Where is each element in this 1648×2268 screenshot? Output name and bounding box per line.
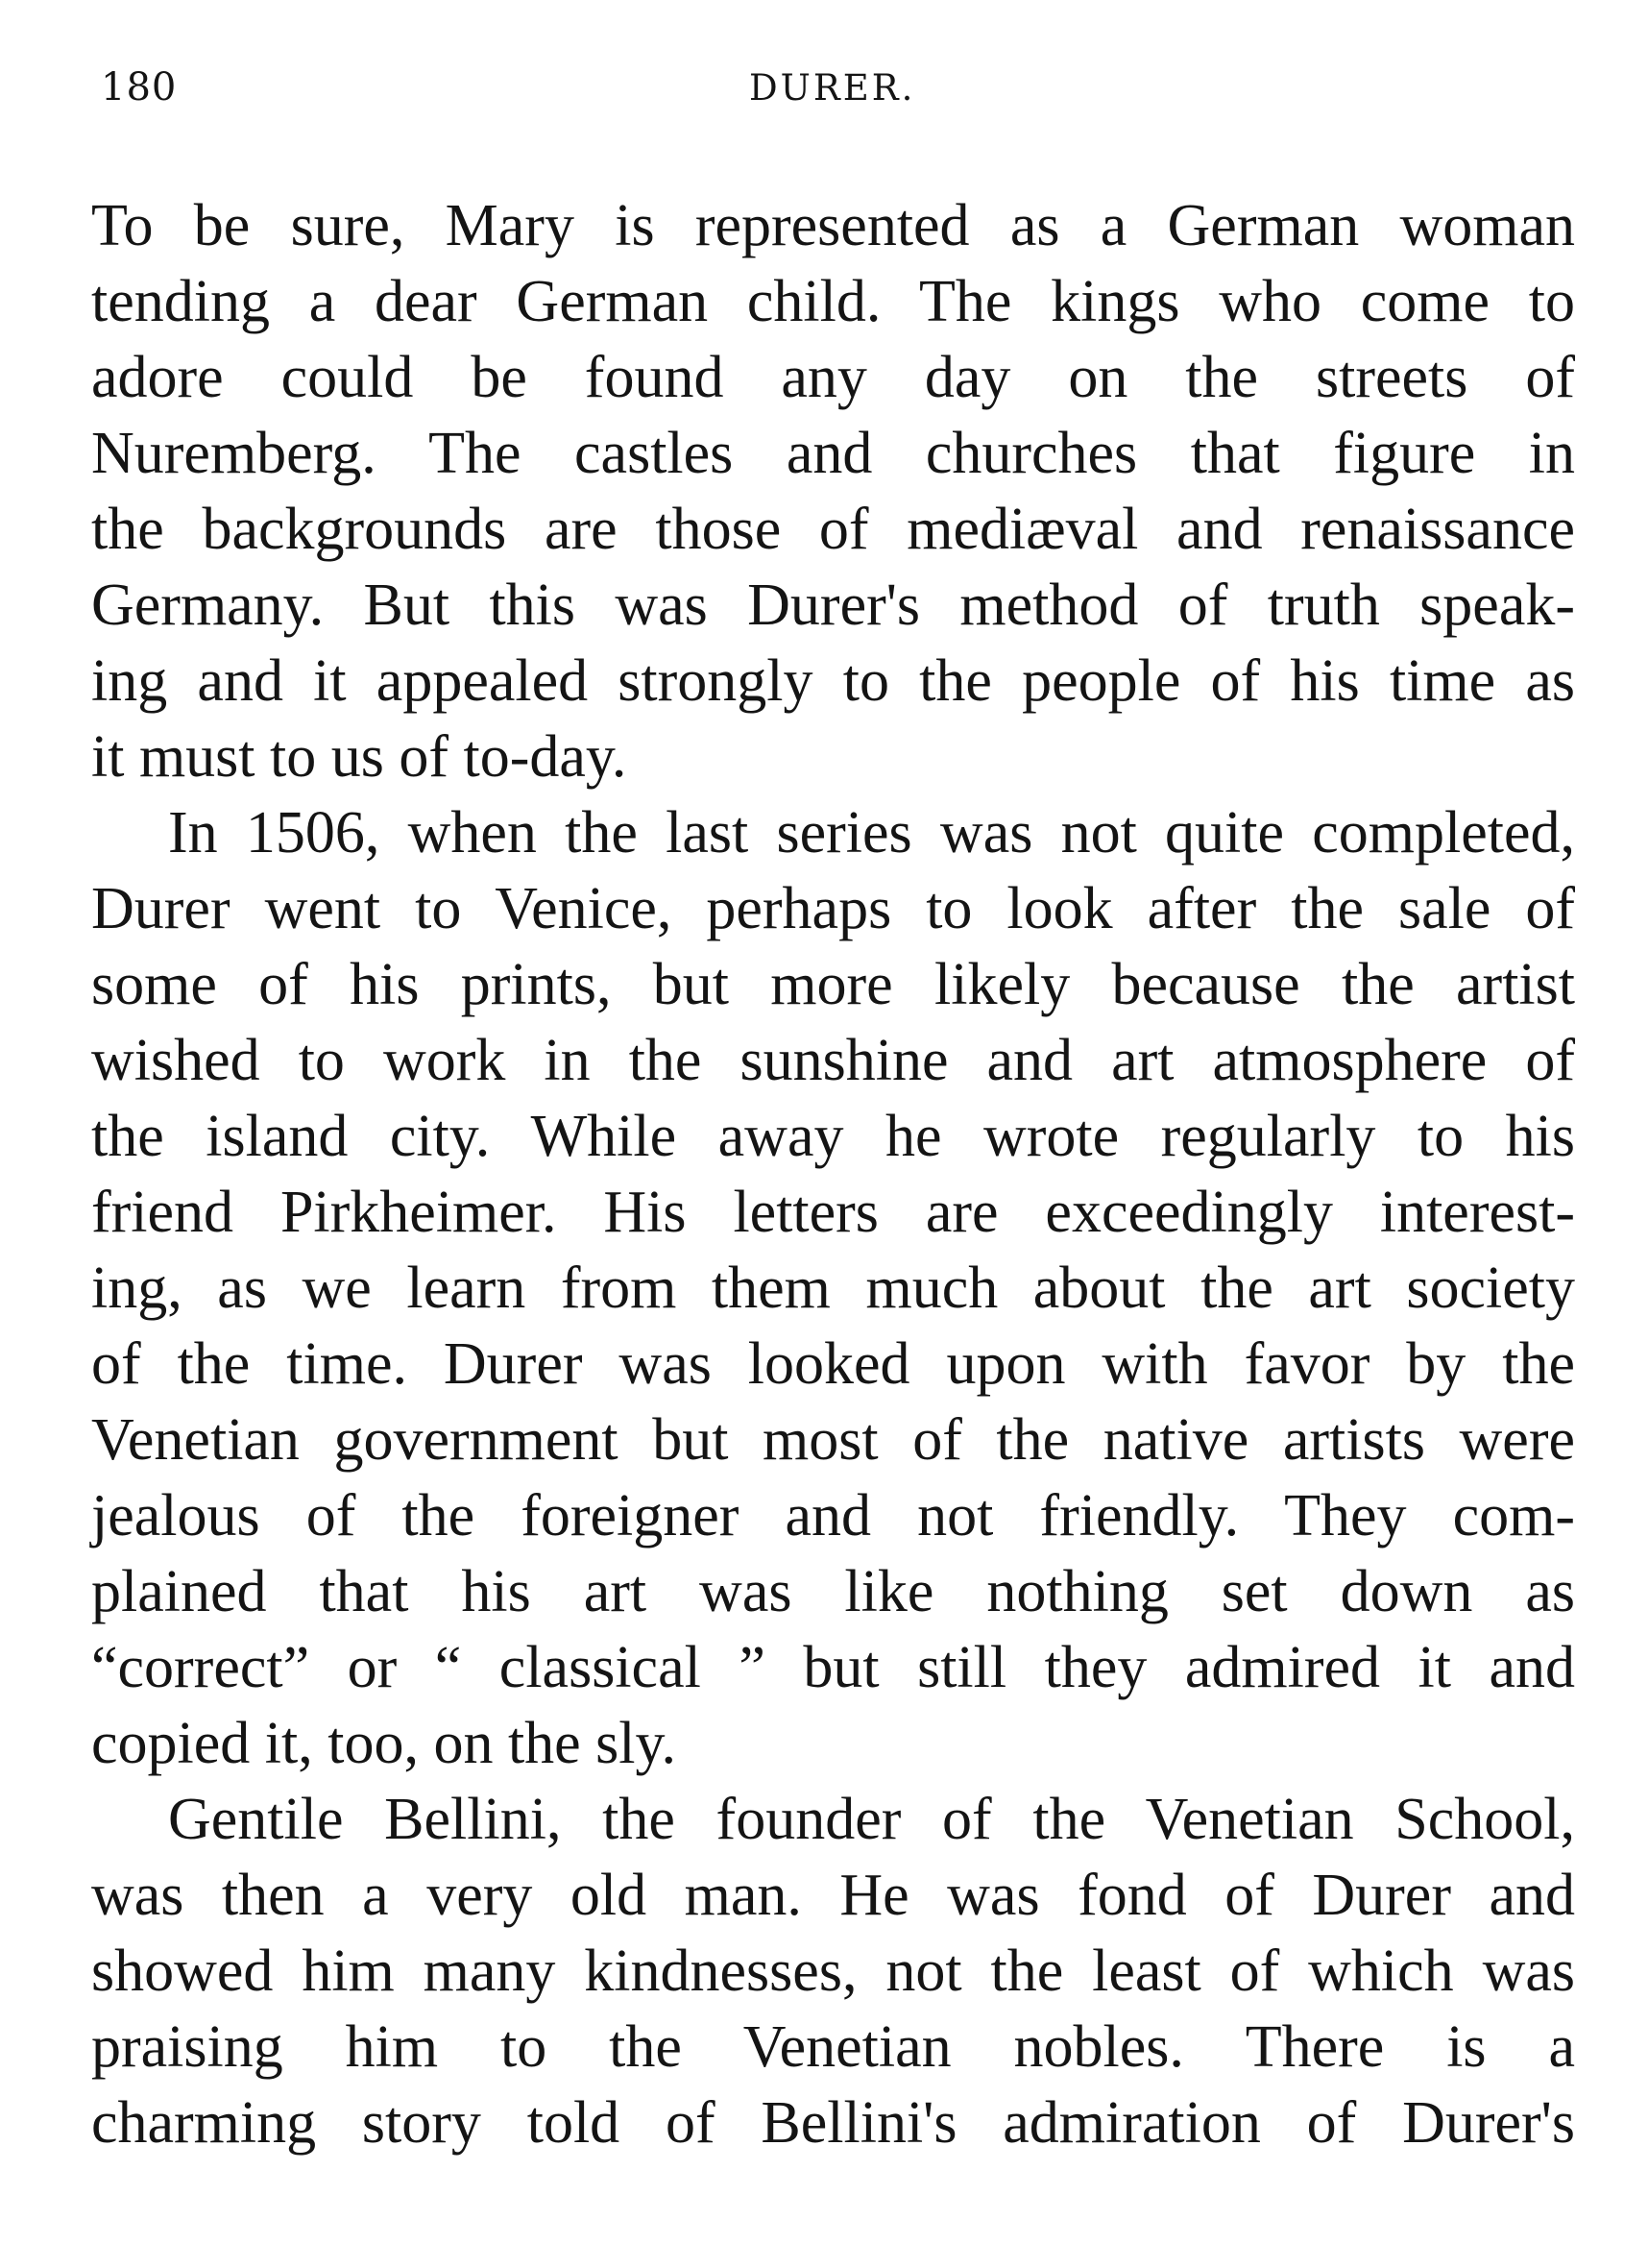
text-line: To be sure, Mary is represented as a German woman: [91, 193, 1575, 258]
paragraph-3: [91, 1782, 1575, 2161]
body-text: [91, 188, 1575, 2161]
text-line: the island city. While away he wrote regularly to his: [91, 1104, 1575, 1169]
text-line: of the time. Durer was looked upon with favor by the: [91, 1331, 1575, 1397]
text-line: jealous of the foreigner and not friendly. They com-: [91, 1483, 1575, 1549]
text-line: plained that his art was like nothing set down as: [91, 1559, 1575, 1624]
text-line: Gentile Bellini, the founder of the Venetian School,: [168, 1787, 1575, 1852]
text-line: showed him many kindnesses, not the least of which was: [91, 1939, 1575, 2004]
text-line: In 1506, when the last series was not quite completed,: [168, 800, 1575, 866]
text-line: Durer went to Venice, perhaps to look after the sale of: [91, 876, 1575, 941]
text-line: adore could be found any day on the streets of: [91, 345, 1575, 410]
text-line: Germany. But this was Durer's method of truth speak-: [91, 573, 1575, 638]
page-number: 180: [101, 65, 178, 110]
text-line: Nuremberg. The castles and churches that figure in: [91, 421, 1575, 486]
text-line: Venetian government but most of the native artists were: [91, 1407, 1575, 1473]
running-head: [101, 65, 1570, 123]
text-line: some of his prints, but more likely because the artist: [91, 952, 1575, 1017]
text-line: the backgrounds are those of mediæval and renaissance: [91, 497, 1575, 562]
text-line: tending a dear German child. The kings who come to: [91, 269, 1575, 334]
text-line: ing and it appealed strongly to the people of his time as: [91, 648, 1575, 714]
running-title: DURER.: [749, 67, 916, 109]
text-line: it must to us of to-day.: [91, 724, 627, 790]
paragraph-1: [91, 188, 1575, 795]
text-line: copied it, too, on the sly.: [91, 1711, 677, 1776]
paragraph-2: [91, 795, 1575, 1782]
text-line: wished to work in the sunshine and art atmosphere of: [91, 1028, 1575, 1093]
text-line: friend Pirkheimer. His letters are exceedingly interest-: [91, 1180, 1575, 1245]
text-line: was then a very old man. He was fond of Durer and: [91, 1863, 1575, 1928]
text-line: ing, as we learn from them much about the art society: [91, 1256, 1575, 1321]
text-line: “correct” or “ classical ” but still they admired it and: [91, 1635, 1575, 1700]
text-line: praising him to the Venetian nobles. There is a: [91, 2014, 1575, 2080]
text-line: charming story told of Bellini's admiration of Durer's: [91, 2090, 1575, 2156]
